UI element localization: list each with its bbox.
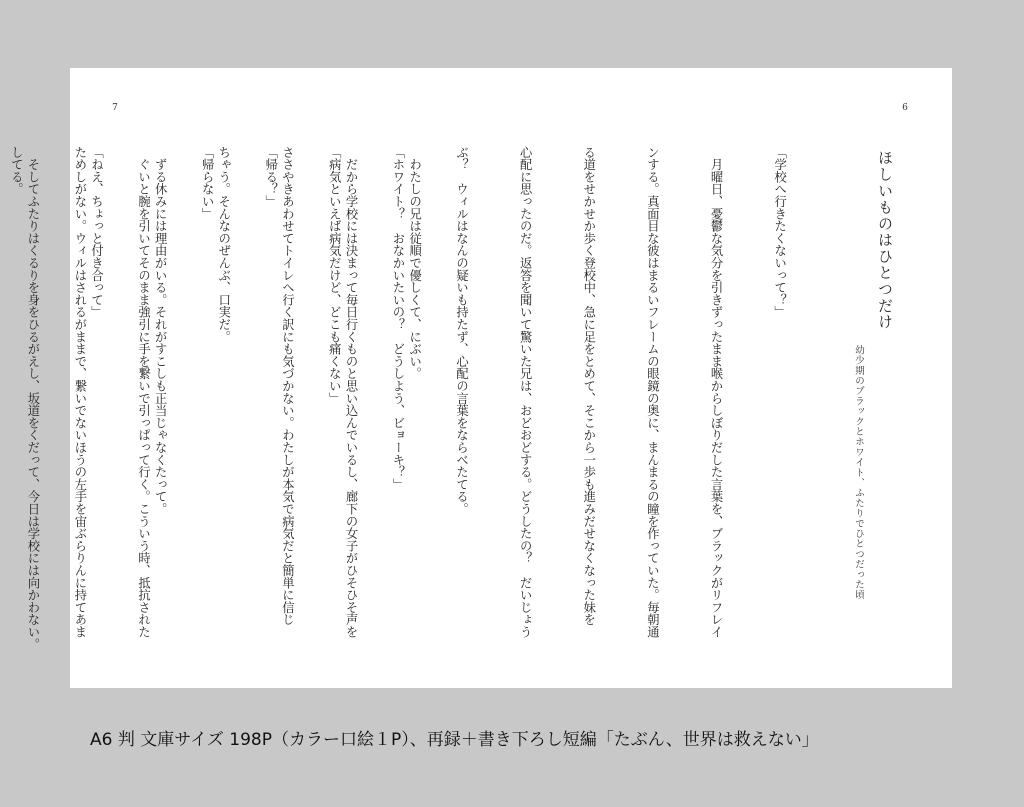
page-number-left: 7	[112, 103, 118, 113]
text-line: ンする。真面目な彼はまるいフレームの眼鏡の奥に、まんまるの瞳を作っていた。毎朝通	[645, 146, 660, 638]
text-line: 「帰る？」	[263, 146, 278, 208]
text-line: る道をせかせか歩く登校中、急に足をとめて、そこから一歩も進みだせなくなった妹を	[581, 146, 596, 626]
text-line: 「帰らない」	[200, 146, 215, 220]
page-number-right: 6	[902, 103, 908, 113]
text-line: そしてふたりはくるりを身をひるがえし、坂道をくだって、今日は学校には向かわない。	[25, 146, 40, 651]
text-line: してる。	[9, 146, 24, 196]
text-line: わたしの兄は従順で優しくて、にぶい。	[407, 146, 422, 380]
text-line: 「学校へ行きたくないって？」	[772, 146, 787, 319]
book-spread	[9, 68, 952, 688]
book-spec-caption: A6 判 文庫サイズ 198P（カラー口絵１P）、再録＋書き下ろし短編「たぶん、世界は救えない」	[90, 730, 819, 750]
text-line: ぶ？ ウィルはなんの疑いも持たず、心配の言葉をならべたてる。	[454, 146, 469, 515]
text-line: 月曜日、憂鬱な気分を引きずったまま喉からしぼりだした言葉を、ブラックがリフレイ	[708, 146, 723, 638]
text-line: 心配に思ったのだ。返答を聞いて驚いた兄は、おどおどする。どうしたの？ だいじょう	[518, 146, 533, 638]
text-line: ためしがない。ウィルはされるがままで、繋いでないほうの左手を宙ぶらりんに持てあま	[72, 146, 87, 638]
story-subtitle: 幼少期のブラックとホワイト、ふたりでひとつだった頃	[853, 345, 864, 600]
text-line: ちゃう。そんなのぜんぶ、口実だ。	[216, 146, 231, 343]
story-title: ほしいものはひとつだけ	[876, 150, 894, 331]
text-line: ささやきあわせてトイレへ行く訳にも気づかない。わたしが本気で病気だと簡単に信じ	[280, 146, 295, 626]
text-line: だから学校には決まって毎日行くものと思い込んでいるし、廊下の女子がひそひそ声を	[343, 146, 358, 638]
text-line: 「ホワイト？ おなかいたいの？ どうしよう、ビョーキ？」	[390, 146, 405, 491]
text-line: 「病気といえば病気だけど、どこも痛くない」	[327, 146, 342, 405]
text-line: ぐいと腕を引いてそのまま強引に手を繋いで引っぱって行く。こういう時、抵抗された	[136, 146, 151, 638]
text-line: ずる休みには理由がいる。それがすこしも正当じゃなくたって。	[153, 146, 168, 515]
text-line: 「ねえ、ちょっと付き合って」	[89, 146, 104, 319]
